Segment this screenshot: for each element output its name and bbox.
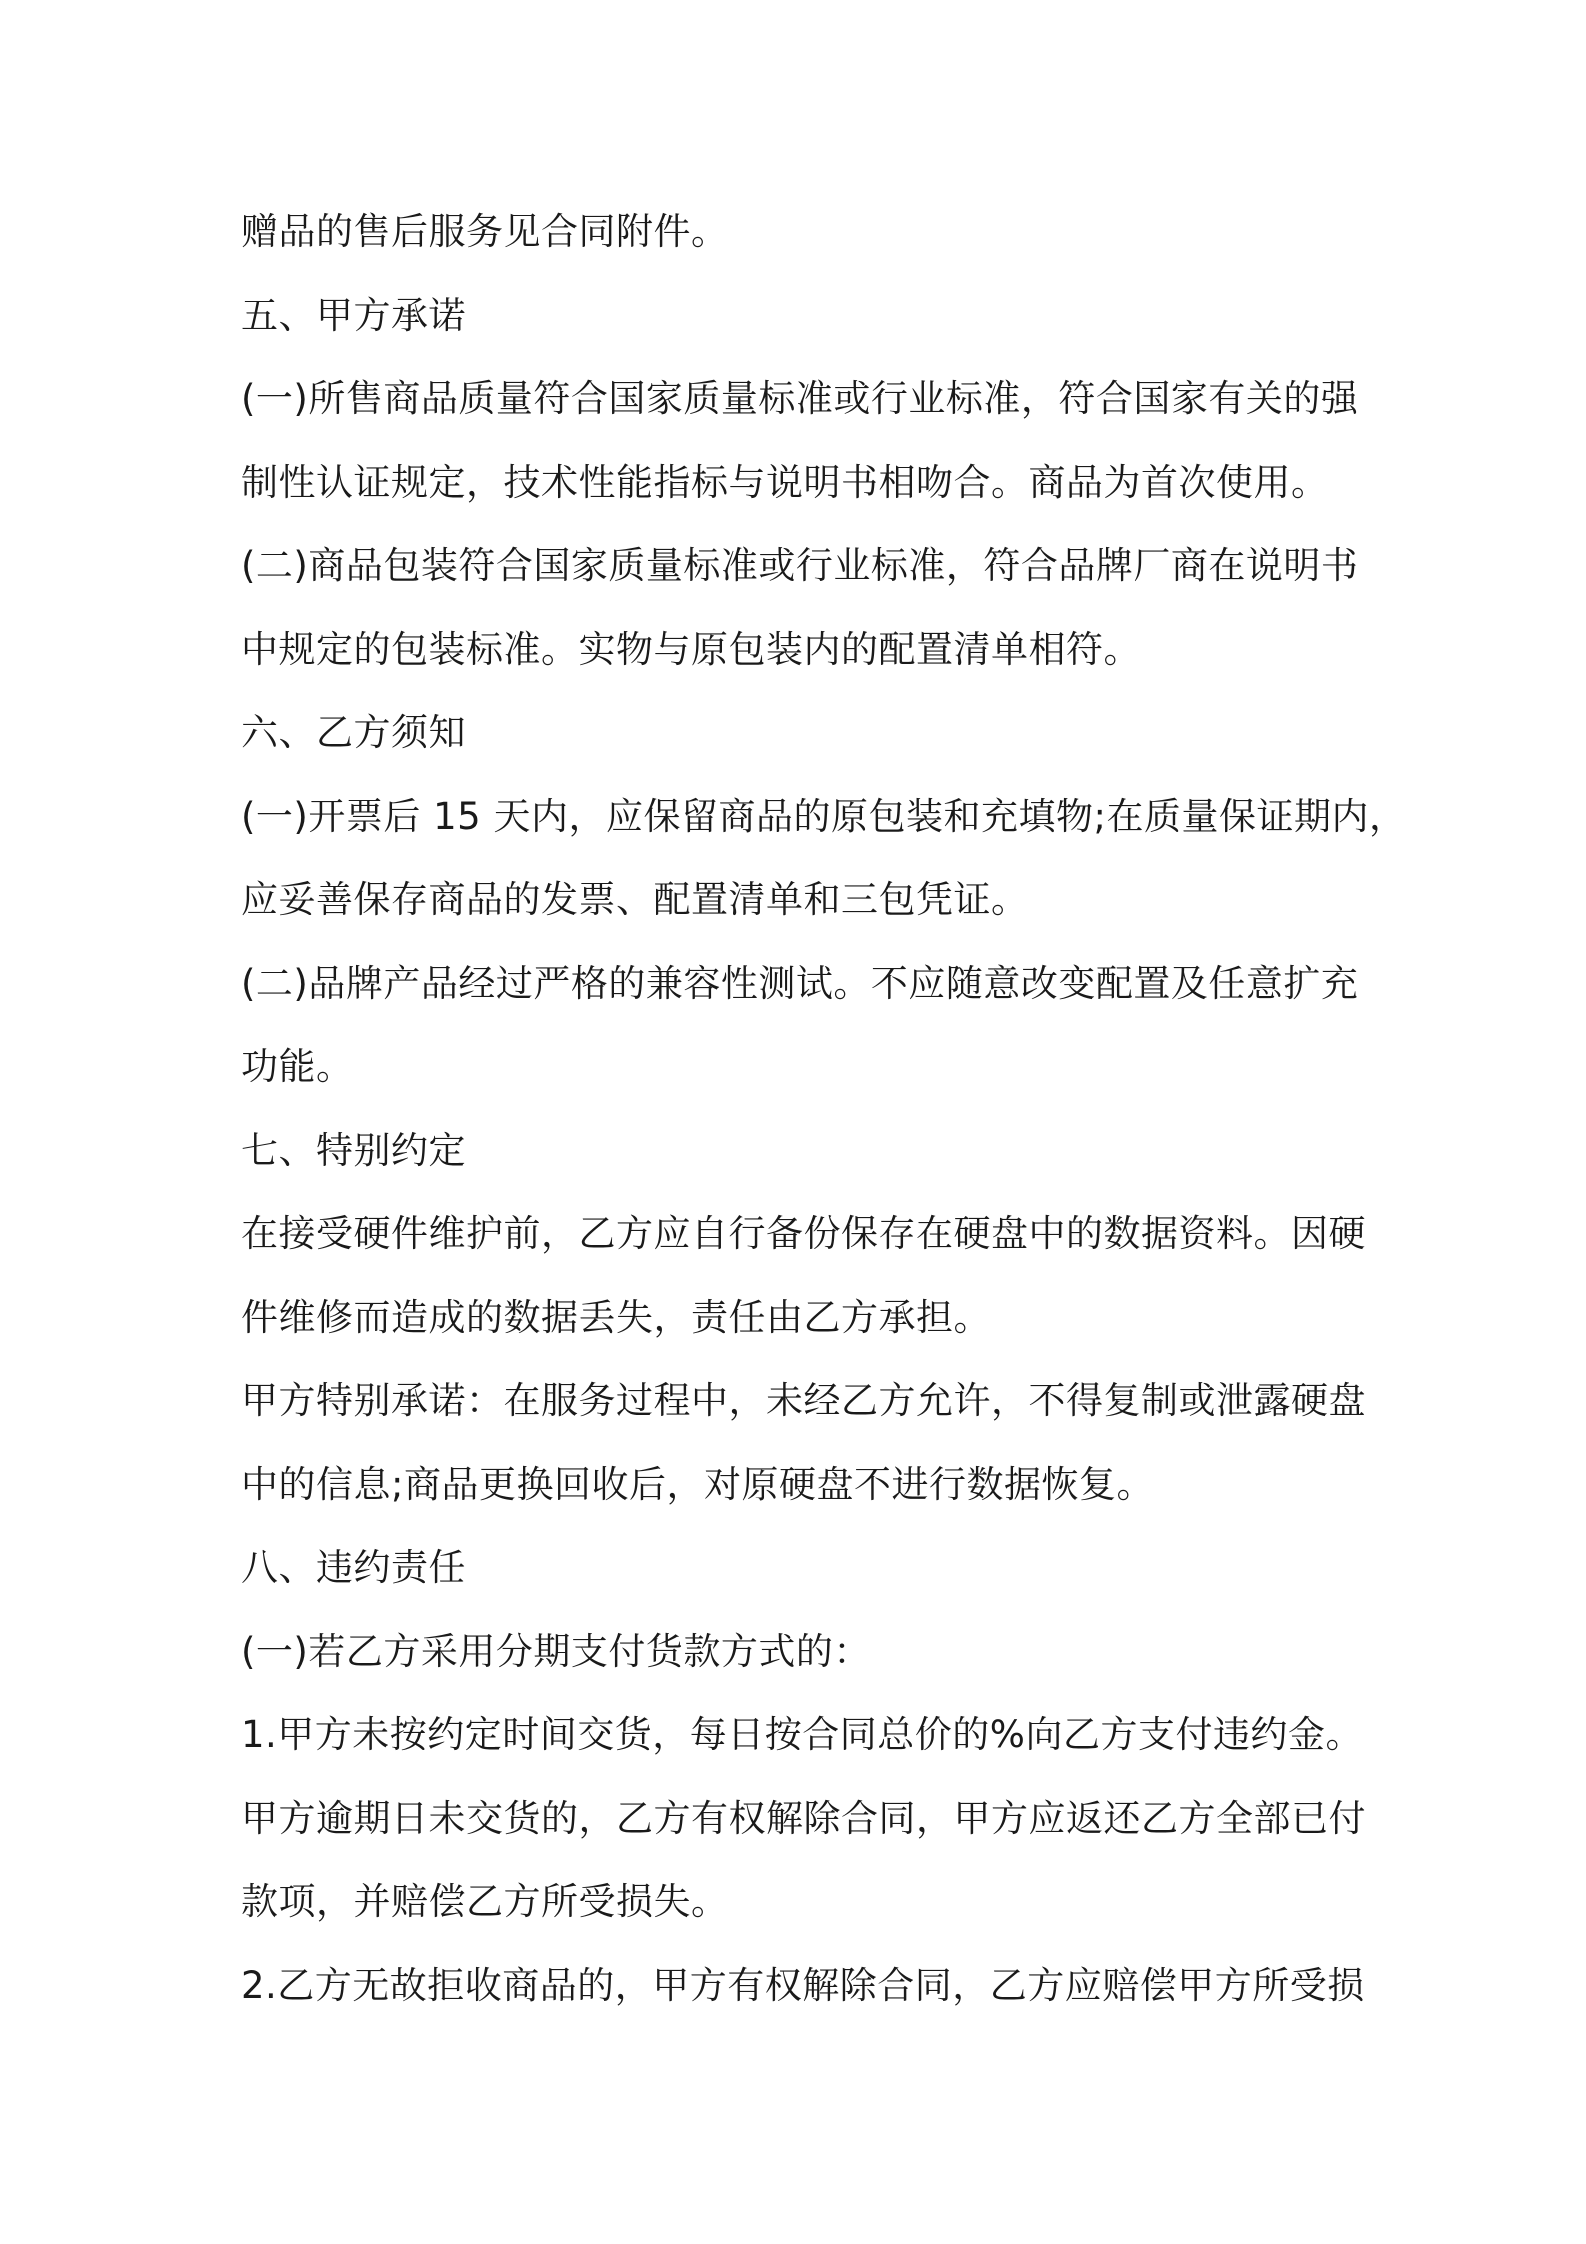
text-line: (一)所售商品质量符合国家质量标准或行业标准，符合国家有关的强 xyxy=(241,377,1359,420)
text-line: 款项，并赔偿乙方所受损失。 xyxy=(241,1880,729,1923)
section-heading: 八、违约责任 xyxy=(241,1546,466,1589)
text-line: (一)若乙方采用分期支付货款方式的： xyxy=(241,1629,871,1673)
text-line: 中规定的包装标准。实物与原包装内的配置清单相符。 xyxy=(241,627,1141,671)
text-line: 功能。 xyxy=(241,1045,354,1088)
text-line: 甲方特别承诺：在服务过程中，未经乙方允许，不得复制或泄露硬盘 xyxy=(241,1379,1366,1422)
text-line: 中的信息;商品更换回收后，对原硬盘不进行数据恢复。 xyxy=(241,1462,1154,1506)
document-body xyxy=(241,190,1407,2027)
section-heading: 七、特别约定 xyxy=(241,1128,466,1172)
text-line: (二)品牌产品经过严格的兼容性测试。不应随意改变配置及任意扩充 xyxy=(241,961,1359,1005)
text-line: 甲方逾期日未交货的，乙方有权解除合同，甲方应返还乙方全部已付 xyxy=(241,1796,1366,1840)
text-line: (一)开票后 15 天内，应保留商品的原包装和充填物;在质量保证期内， xyxy=(241,794,1407,838)
text-line: (二)商品包装符合国家质量标准或行业标准，符合品牌厂商在说明书 xyxy=(241,544,1359,587)
section-heading: 六、乙方须知 xyxy=(241,711,466,754)
text-line: 制性认证规定，技术性能指标与说明书相吻合。商品为首次使用。 xyxy=(241,460,1329,504)
text-line: 1.甲方未按约定时间交货，每日按合同总价的%向乙方支付违约金。 xyxy=(241,1713,1363,1756)
text-line: 赠品的售后服务见合同附件。 xyxy=(241,210,729,253)
text-line: 2.乙方无故拒收商品的，甲方有权解除合同，乙方应赔偿甲方所受损 xyxy=(241,1963,1365,2007)
text-line: 在接受硬件维护前，乙方应自行备份保存在硬盘中的数据资料。因硬 xyxy=(241,1212,1366,1255)
text-line: 应妥善保存商品的发票、配置清单和三包凭证。 xyxy=(241,878,1029,921)
text-line: 件维修而造成的数据丢失，责任由乙方承担。 xyxy=(241,1295,991,1339)
section-heading: 五、甲方承诺 xyxy=(241,293,466,337)
